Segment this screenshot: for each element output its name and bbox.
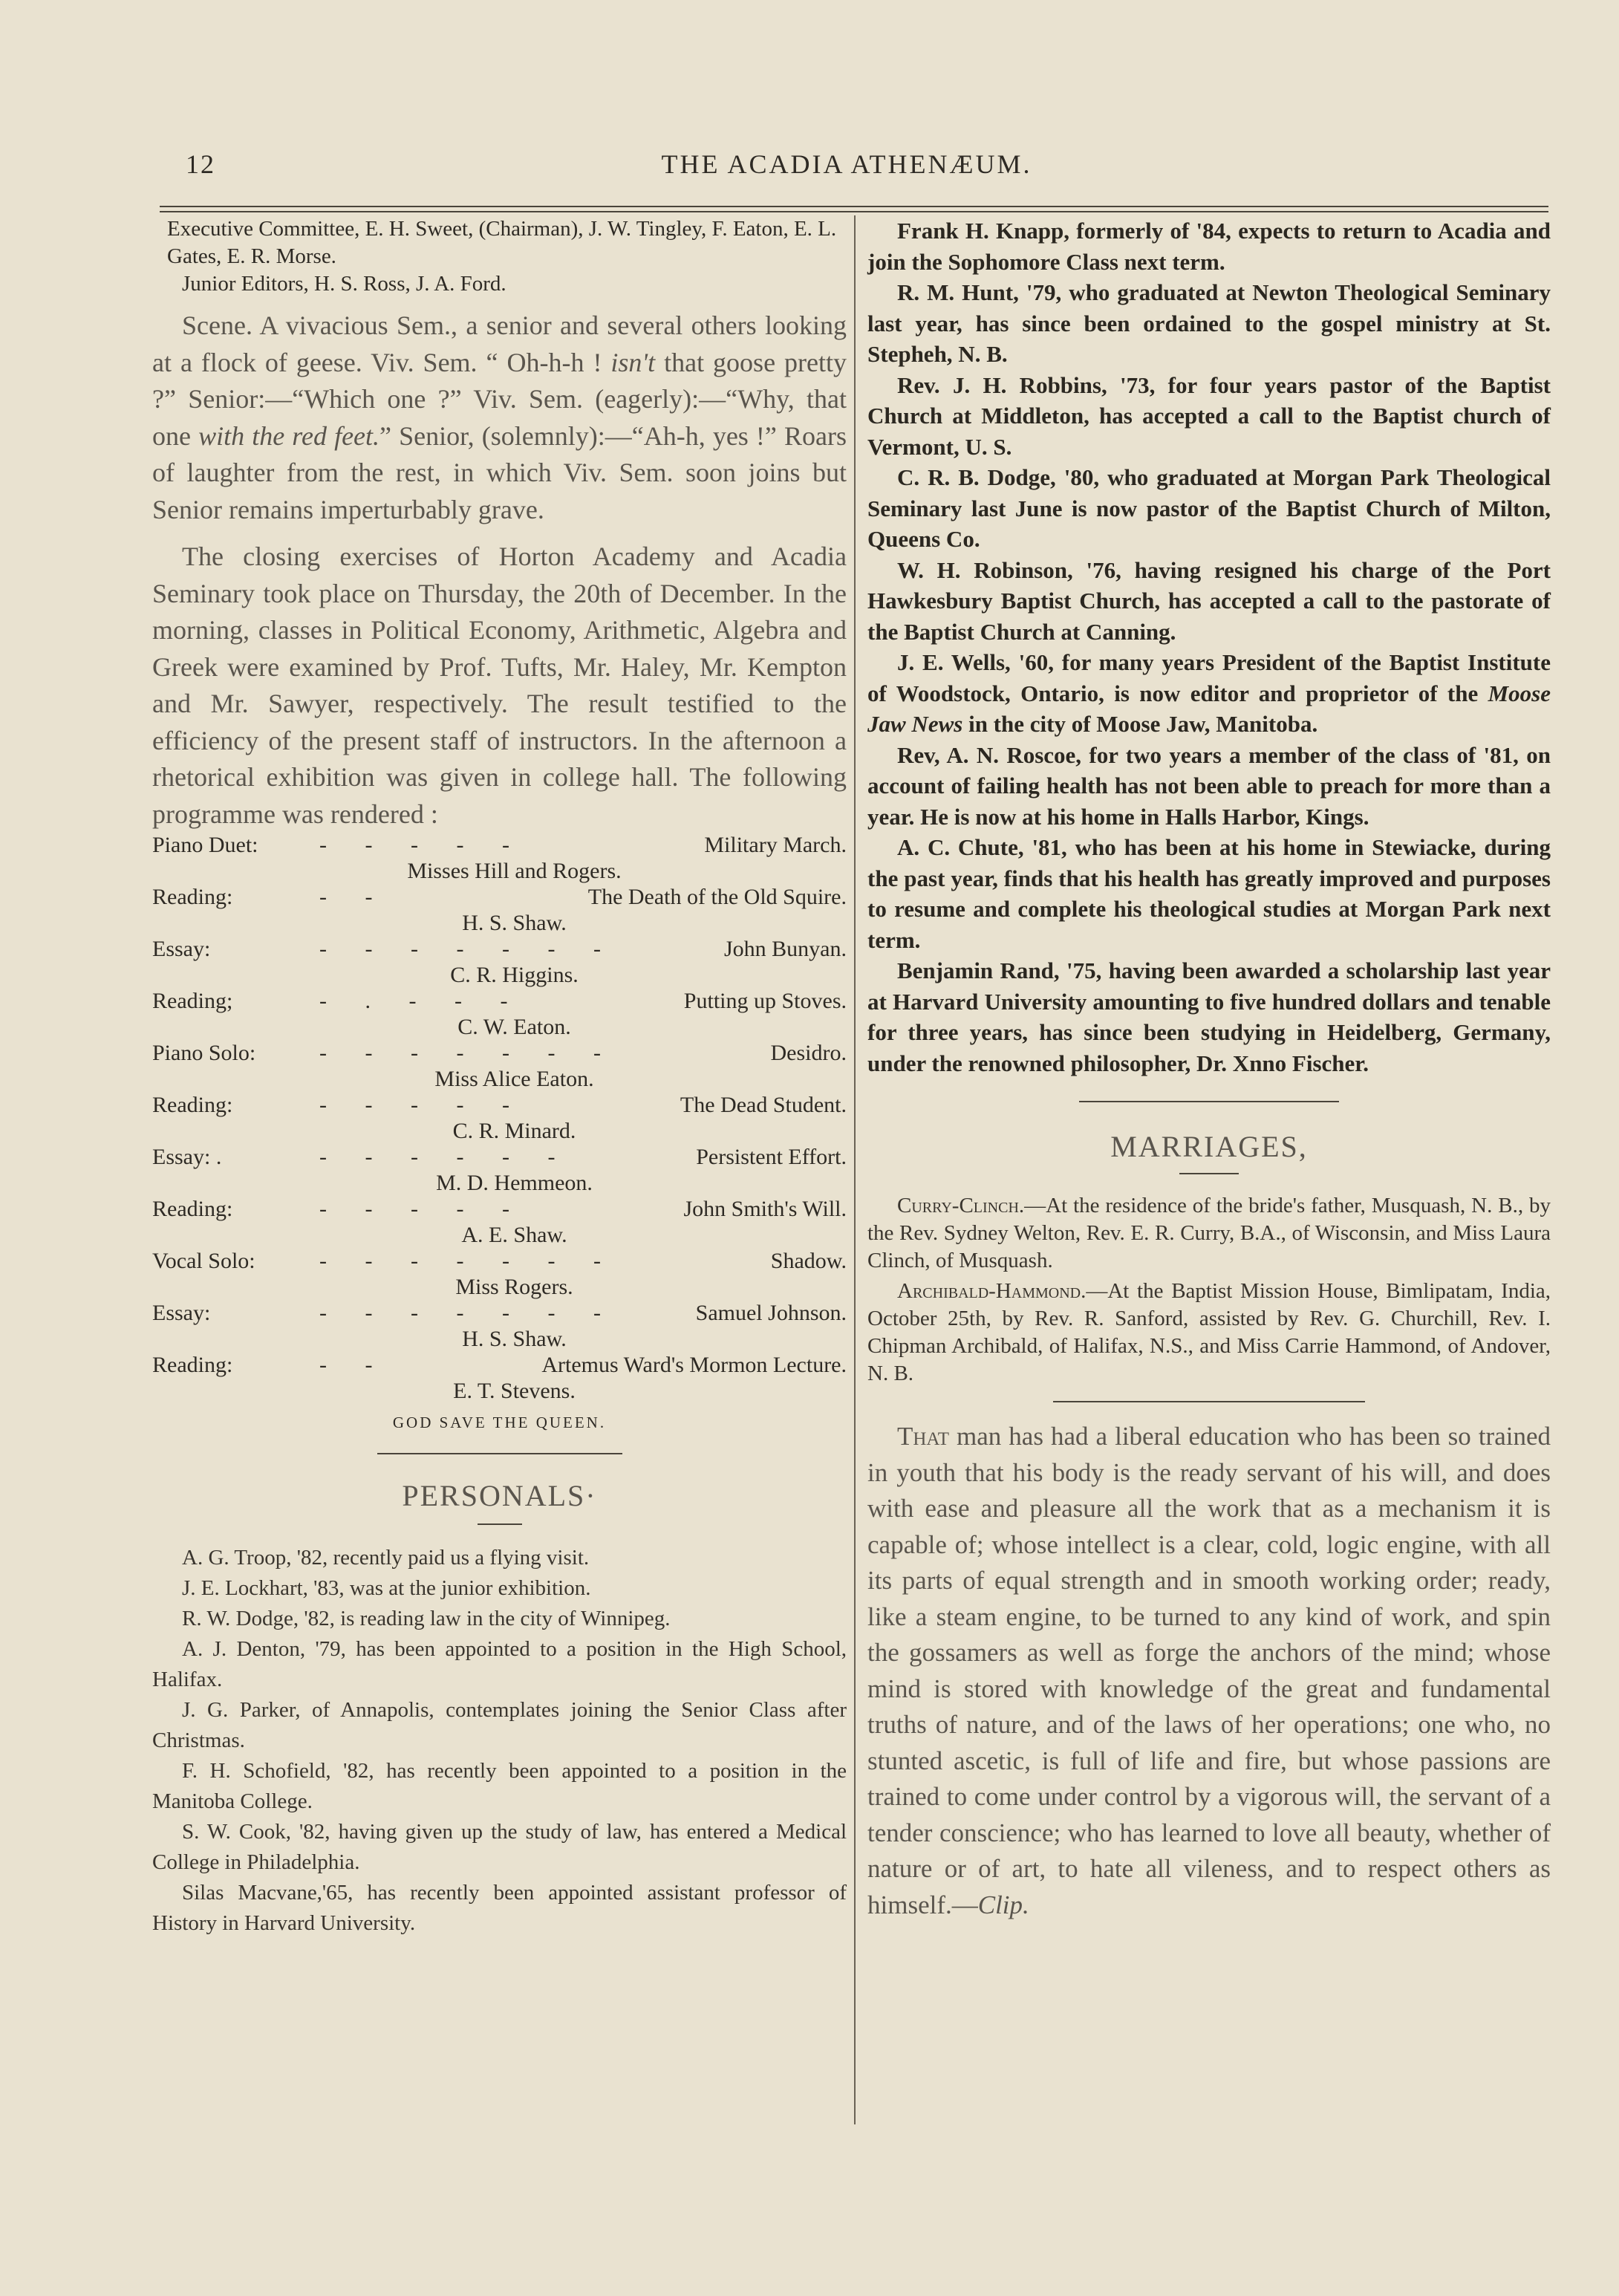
- programme-leader: - - - - - - -: [319, 1301, 617, 1325]
- scene-italic-1: isn't: [610, 347, 656, 377]
- heading-underline: [1179, 1173, 1239, 1174]
- section-divider: [1053, 1401, 1365, 1402]
- programme-title: The Dead Student.: [680, 1093, 847, 1117]
- programme-label: Essay: .: [152, 1145, 222, 1169]
- programme-leader: - - - - - - -: [319, 937, 617, 961]
- programme-item: [152, 935, 847, 987]
- marriages-list: [867, 1192, 1551, 1388]
- programme-title: Artemus Ward's Mormon Lecture.: [541, 1353, 847, 1377]
- section-divider: [377, 1453, 622, 1454]
- alumni-note: R. M. Hunt, '79, who graduated at Newton Theological Seminary last year, has since been ordained to the gospel ministry at St. Stepheh, N. B.: [867, 279, 1551, 367]
- programme-item: [152, 1195, 847, 1247]
- personal-item: J. E. Lockhart, '83, was at the junior exhibition.: [182, 1576, 591, 1600]
- section-divider: [1079, 1101, 1339, 1102]
- programme-item: [152, 1247, 847, 1299]
- programme-item: [152, 987, 847, 1039]
- personals-heading: PERSONALS·: [402, 1479, 597, 1512]
- left-column: [152, 215, 847, 1939]
- scene-text-3: ” Senior, (solemnly):—“Ah-h, yes !” Roars of laughter from the rest, in which Viv. Sem. soon joins but Senior remains imperturbably grave.: [152, 420, 847, 524]
- programme-title: Desidro.: [770, 1041, 847, 1065]
- programme-performer: Misses Hill and Rogers.: [407, 859, 622, 883]
- programme-leader: - - - - -: [319, 1093, 526, 1117]
- wells-text-1: J. E. Wells, '60, for many years President of the Baptist Institute of Woodstock, Ontario, is now editor and proprietor of the: [867, 649, 1551, 706]
- programme-title: Samuel Johnson.: [695, 1301, 847, 1325]
- programme-leader: - - - - - - -: [319, 1041, 617, 1065]
- programme-title: Military March.: [704, 833, 847, 857]
- alumni-note: C. R. B. Dodge, '80, who graduated at Morgan Park Theological Seminary last June is now pastor of the Baptist Church of Milton, Queens Co.: [867, 464, 1551, 552]
- programme-leader: - - - - - -: [319, 1145, 572, 1169]
- marriage-notice: [867, 1278, 1551, 1388]
- column-divider: [854, 215, 856, 2124]
- programme-performer: C. R. Minard.: [452, 1119, 576, 1143]
- programme-performer: H. S. Shaw.: [462, 1327, 567, 1351]
- running-title: THE ACADIA ATHENÆUM.: [661, 149, 1032, 179]
- marriage-details: —At the residence of the bride's father, Musquash, N. B., by the Rev. Sydney Welton, Rev. E. R. Curry, B.A., of Wisconsin, and Miss Laura Clinch, of Musquash.: [867, 1194, 1551, 1272]
- clip-lead-word: That: [897, 1422, 949, 1451]
- alumni-note: Frank H. Knapp, formerly of '84, expects to return to Acadia and join the Sophomore Class next term.: [867, 218, 1551, 275]
- programme-title: Shadow.: [770, 1249, 847, 1273]
- programme-performer: M. D. Hemmeon.: [436, 1171, 593, 1195]
- programme-label: Essay:: [152, 1301, 211, 1325]
- personal-item: J. G. Parker, of Annapolis, contemplates joining the Senior Class after Christmas.: [152, 1698, 847, 1752]
- alumni-note: A. C. Chute, '81, who has been at his home in Stewiacke, during the past year, finds that his health has greatly improved and purposes to resume and complete his theological studies at Morgan Park next term.: [867, 834, 1551, 953]
- page-header: [149, 149, 1545, 193]
- programme-title: Persistent Effort.: [696, 1145, 847, 1169]
- programme-leader: - -: [319, 1353, 389, 1377]
- personal-item: A. J. Denton, '79, has been appointed to a position in the High School, Halifax.: [152, 1637, 847, 1691]
- alumni-note: Rev. J. H. Robbins, '73, for four years pastor of the Baptist Church at Middleton, has accepted a call to the Baptist church of Vermont, U. S.: [867, 371, 1551, 460]
- scene-text-1: Scene. A vivacious Sem., a senior and several others looking at a flock of geese. Viv. Sem. “ Oh-h-h !: [152, 310, 847, 377]
- programme-performer: C. R. Higgins.: [450, 963, 579, 987]
- personal-item: A. G. Troop, '82, recently paid us a flying visit.: [182, 1546, 590, 1570]
- personal-item: Silas Macvane,'65, has recently been appointed assistant professor of History in Harvard University.: [152, 1881, 847, 1935]
- programme-label: Reading:: [152, 1197, 233, 1221]
- header-rule-bottom: [160, 211, 1548, 212]
- programme-item: [152, 1299, 847, 1351]
- marriage-names: Curry-Clinch.: [897, 1194, 1025, 1217]
- programme-item: [152, 883, 847, 935]
- header-rule-top: [160, 206, 1548, 207]
- heading-underline: [478, 1523, 522, 1525]
- alumni-note: Benjamin Rand, '75, having been awarded a scholarship last year at Harvard University amounting to five hundred dollars and tenable for three years, has since been studying in Heidelberg, Germany, under the renowned philosopher, Dr. Xnno Fischer.: [867, 957, 1551, 1076]
- programme-list: [152, 831, 847, 1403]
- programme-leader: - - - - -: [319, 1197, 526, 1221]
- programme-item: [152, 1091, 847, 1143]
- wells-italic: Moose Jaw News: [867, 680, 1551, 737]
- clip-text: man has had a liberal education who has been so trained in youth that his body is the ready servant of his will, and does with ease and pleasure all the work that as a mechanism it is capable of; whose intellect is a clear, cold, logic engine, with all its parts of equal strength and in smooth working order; ready, like a steam engine, to be turned to any kind of work, and spin the gossamers as well as forge the anchors of the mind; whose mind is stored with knowledge of the great and fundamental truths of nature, and of the laws of her operations; one who, no stunted ascetic, is full of life and fire, but whose passions are trained to come under control by a vigorous will, the servant of a tender conscience; who has learned to love all beauty, whether of nature or of art, to hate all vileness, and to respect others as himself.—: [867, 1422, 1551, 1919]
- marriage-notice: [867, 1192, 1551, 1275]
- alumni-notes: [867, 215, 1551, 1079]
- alumni-note: W. H. Robinson, '76, having resigned his charge of the Port Hawkesbury Baptist Church, has accepted a call to the pastorate of the Baptist Church at Canning.: [867, 556, 1551, 645]
- committee-line: Executive Committee, E. H. Sweet, (Chairman), J. W. Tingley, F. Eaton, E. L. Gates, E. R. Morse.: [167, 217, 837, 268]
- programme-item: [152, 831, 847, 883]
- personal-item: R. W. Dodge, '82, is reading law in the city of Winnipeg.: [182, 1607, 671, 1630]
- programme-leader: - - - - - - -: [319, 1249, 617, 1273]
- wells-text-2: in the city of Moose Jaw, Manitoba.: [962, 711, 1318, 737]
- marriage-names: Archibald-Hammond.: [897, 1279, 1087, 1303]
- programme-title: The Death of the Old Squire.: [587, 885, 847, 909]
- right-column: [867, 215, 1551, 1923]
- programme-label: Reading;: [152, 989, 233, 1013]
- scene-text-2: that goose pretty ?” Senior:—“Which one ?” Viv. Sem. (eagerly):—“Why, that one: [152, 347, 847, 451]
- programme-item: [152, 1351, 847, 1403]
- programme-title: John Bunyan.: [724, 937, 847, 961]
- programme-item: [152, 1143, 847, 1195]
- programme-label: Reading:: [152, 1093, 233, 1117]
- programme-item: [152, 1039, 847, 1091]
- alumni-note: Rev, A. N. Roscoe, for two years a member of the class of '81, on account of failing health has not been able to preach for more than a year. He is now at his home in Halls Harbor, Kings.: [867, 741, 1551, 830]
- programme-title: John Smith's Will.: [683, 1197, 847, 1221]
- marriages-heading: MARRIAGES,: [1110, 1130, 1308, 1163]
- programme-performer: E. T. Stevens.: [453, 1379, 576, 1403]
- scene-paragraph: [152, 308, 847, 528]
- personals-list: [152, 1543, 847, 1939]
- clip-source: Clip.: [977, 1890, 1029, 1919]
- programme-label: Piano Duet:: [152, 833, 258, 857]
- scene-italic-2: with the red feet.: [198, 420, 380, 451]
- personal-item: F. H. Schofield, '82, has recently been appointed to a position in the Manitoba College.: [152, 1759, 847, 1813]
- page-number: 12: [186, 149, 215, 179]
- programme-label: Reading:: [152, 1353, 233, 1377]
- programme-label: Vocal Solo:: [152, 1249, 255, 1273]
- junior-editors-line: Junior Editors, H. S. Ross, J. A. Ford.: [182, 272, 506, 296]
- programme-performer: Miss Rogers.: [455, 1275, 573, 1299]
- marriage-details: —At the Baptist Mission House, Bimlipatam, India, October 25th, by Rev. R. Sanford, assisted by Rev. G. Churchill, Rev. I. Chipman Archibald, of Halifax, N.S., and Miss Carrie Hammond, of Andover, N. B.: [867, 1279, 1551, 1385]
- personal-item: S. W. Cook, '82, having given up the study of law, has entered a Medical College in Philadelphia.: [152, 1820, 847, 1874]
- alumni-note-wells: [867, 647, 1551, 740]
- programme-performer: Miss Alice Eaton.: [434, 1067, 594, 1091]
- programme-leader: - . - - -: [319, 989, 524, 1013]
- liberal-education-clip: [867, 1419, 1551, 1923]
- programme-label: Reading:: [152, 885, 233, 909]
- programme-label: Piano Solo:: [152, 1041, 256, 1065]
- god-save-the-queen: GOD SAVE THE QUEEN.: [392, 1414, 607, 1431]
- programme-label: Essay:: [152, 937, 211, 961]
- programme-leader: - - - - -: [319, 833, 526, 857]
- programme-performer: C. W. Eaton.: [457, 1015, 571, 1039]
- programme-performer: H. S. Shaw.: [462, 911, 567, 935]
- programme-leader: - -: [319, 885, 389, 909]
- closing-exercises-paragraph: The closing exercises of Horton Academy and Acadia Seminary took place on Thursday, the 20th of December. In the morning, classes in Political Economy, Arithmetic, Algebra and Greek were examined by Prof. Tufts, Mr. Haley, Mr. Kempton and Mr. Sawyer, respectively. The result testified to the efficiency of the present staff of instructors. In the afternoon a rhetorical exhibition was given in college hall. The following programme was rendered :: [152, 542, 847, 829]
- programme-title: Putting up Stoves.: [683, 989, 847, 1013]
- programme-performer: A. E. Shaw.: [461, 1223, 567, 1247]
